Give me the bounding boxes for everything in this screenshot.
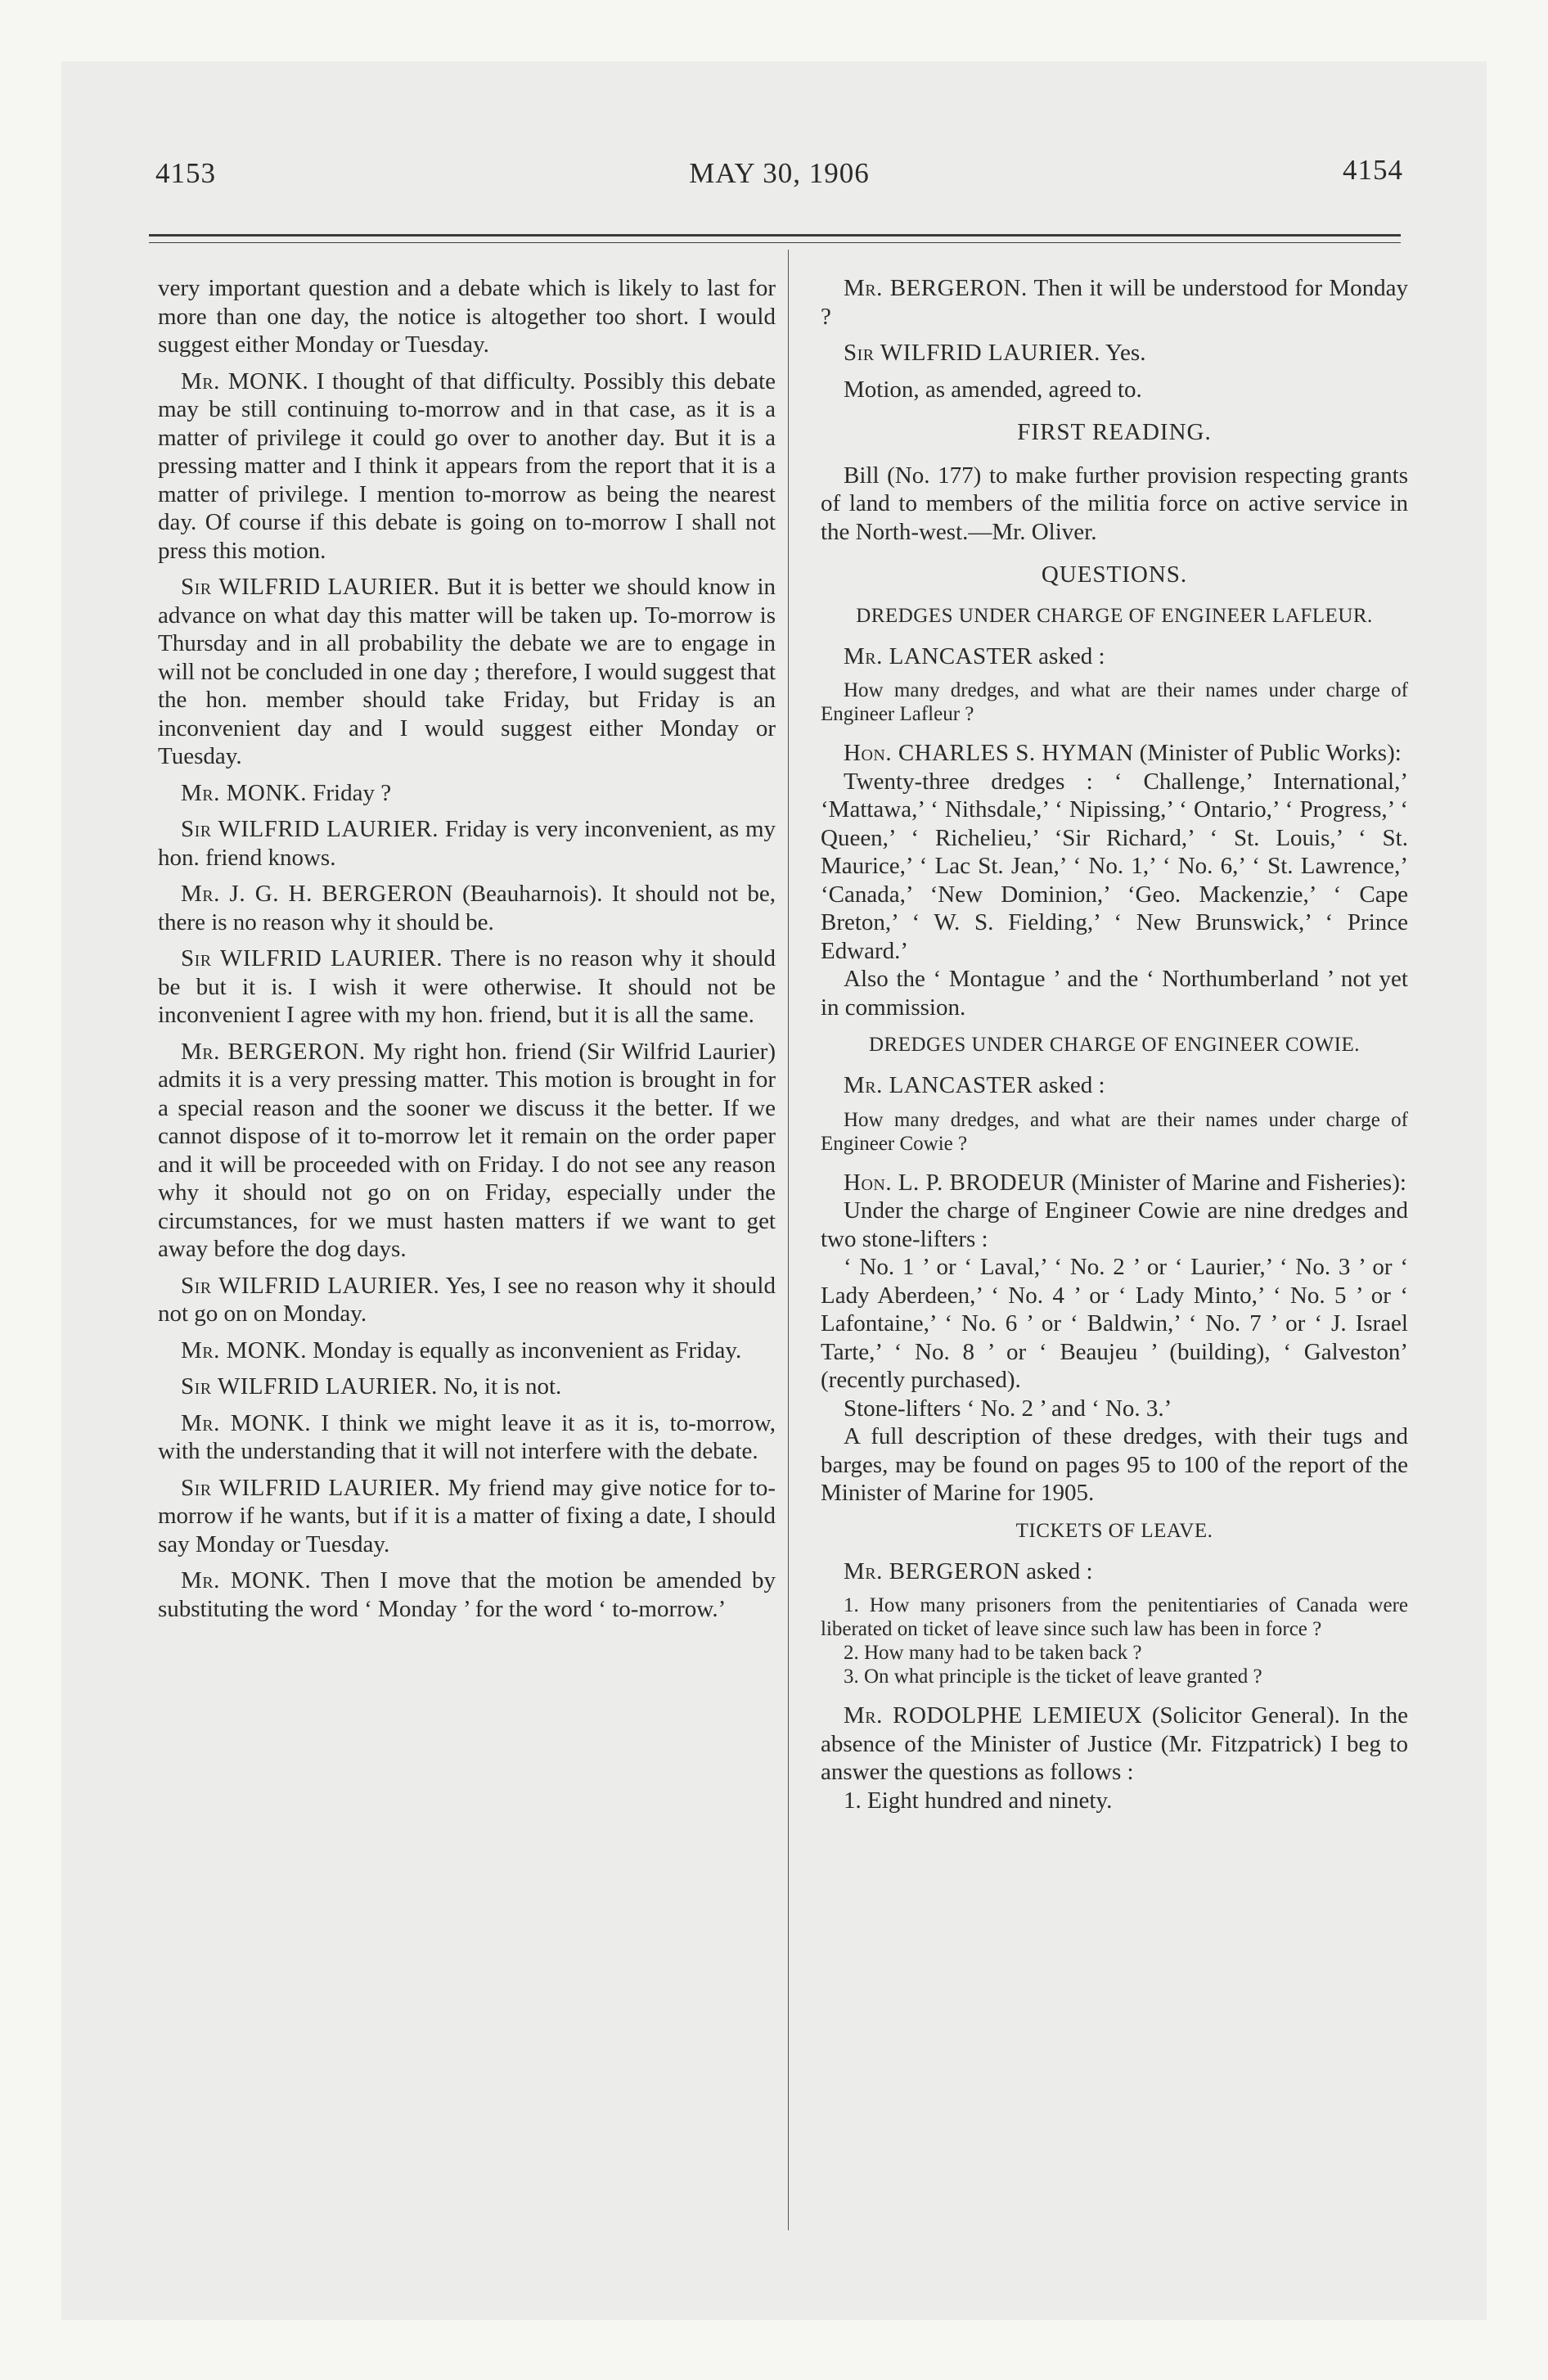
question-subheading-cowie: DREDGES UNDER CHARGE OF ENGINEER COWIE. (868, 1034, 1361, 1056)
speech-text: Yes, I see no reason why it should not go on on Monday. (158, 1272, 776, 1327)
speaker-name: Hon. L. P. BRODEUR (844, 1169, 1066, 1196)
speaker-name: Mr. BERGERON. (181, 1038, 366, 1065)
question-item: 3. On what principle is the ticket of leave granted ? (844, 1666, 1262, 1688)
header-rule-thin (149, 242, 1401, 243)
speech-text: Friday is very inconvenient, as my hon. friend knows. (158, 816, 776, 871)
question-asker (821, 1071, 1408, 1100)
asked-label: asked : (1026, 1557, 1093, 1584)
speech (158, 1474, 776, 1559)
speech (158, 1272, 776, 1328)
speech-text: My right hon. friend (Sir Wilfrid Laurier) admits it is a very pressing matter. This motion is brought in for a special reason and the sooner we discuss it the better. If we cannot dispose of it to-morrow let it remain on the order paper and it will be proceeded with on Friday. I do not see any reason why it should not go on on Friday, especially under the circumstances, for we must hasten matters if we want to get away before the dog days. (158, 1038, 776, 1262)
speech (158, 880, 776, 936)
answer-text: ‘ No. 1 ’ or ‘ Laval,’ ‘ No. 2 ’ or ‘ Laurier,’ ‘ No. 3 ’ or ‘ Lady Aberdeen,’ ‘ No. 4 ’ or ‘ Lady Minto,’ ‘ No. 5 ’ or ‘ Lafontaine,’ ‘ No. 6 ’ or ‘ Baldwin,’ ‘ No. 7 ’ or ‘ J. Israel Tarte,’ ‘ No. 8 ’ or ‘ Beaujeu ’ (building), ‘ Galveston’ (recently purchased). (821, 1254, 1408, 1393)
answer-text: 1. Eight hundred and ninety. (844, 1787, 1113, 1814)
speech (158, 815, 776, 872)
speaker-name: Mr. MONK. (181, 779, 307, 806)
question-asker (821, 1557, 1408, 1586)
speaker-name: Mr. MONK. (181, 367, 309, 394)
right-column (821, 274, 1408, 1823)
speaker-name: Mr. LANCASTER (844, 1072, 1033, 1098)
speech-text: Then I move that the motion be amended by substituting the word ‘ Monday ’ for the word ‘ to-morrow.’ (158, 1567, 776, 1622)
answer-intro: (Minister of Public Works): (1139, 740, 1402, 766)
speaker-name: Hon. CHARLES S. HYMAN (844, 740, 1134, 766)
speech (821, 274, 1408, 331)
speaker-name: Sir WILFRID LAURIER. (181, 1474, 441, 1501)
question-item: 1. How many prisoners from the penitentiaries of Canada were liberated on ticket of leave since such law has been in force ? (821, 1594, 1408, 1640)
question-subheading-tickets: TICKETS OF LEAVE. (1015, 1519, 1213, 1542)
header-rule-thick (149, 234, 1401, 237)
answer (821, 1169, 1408, 1197)
answer-text: Stone-lifters ‘ No. 2 ’ and ‘ No. 3.’ (844, 1395, 1172, 1422)
speech-text: I thought of that difficulty. Possibly this debate may be still continuing to-morrow and in that case, as it is a matter of privilege it could go over to another day. But it is a pressing matter and I think it appears from the report that it is a matter of privilege. I mention to-morrow as being the nearest day. Of course if this debate is going on to-morrow I shall not press this motion. (158, 367, 776, 564)
speech (158, 1566, 776, 1623)
speech-text: Then it will be understood for Monday ? (821, 275, 1408, 330)
page-date: MAY 30, 1906 (689, 157, 870, 189)
asked-label: asked : (1038, 642, 1105, 669)
speaker-name: Sir WILFRID LAURIER. (181, 945, 443, 971)
answer-text: A full description of these dredges, with their tugs and barges, may be found on pages 95 to 100 of the report of the Minister of Marine for 1905. (821, 1423, 1408, 1506)
speech-text: My friend may give notice for to-morrow if he wants, but if it is a matter of fixing a date, I should say Monday or Tuesday. (158, 1474, 776, 1557)
question-text: How many dredges, and what are their names under charge of Engineer Lafleur ? (821, 679, 1408, 725)
question-asker (821, 642, 1408, 671)
speech (158, 944, 776, 1030)
answer-intro: (Minister of Marine and Fisheries): (1071, 1169, 1406, 1196)
speaker-name: Mr. MONK. (181, 1409, 312, 1436)
speaker-name: Mr. BERGERON. (844, 275, 1028, 301)
speech (158, 367, 776, 566)
speech (158, 1409, 776, 1466)
speech-text: I think we might leave it as it is, to-morrow, with the understanding that it will not interfere with the debate. (158, 1409, 776, 1464)
speaker-name: Mr. LANCASTER (844, 642, 1033, 669)
speaker-name: Sir WILFRID LAURIER. (181, 1373, 438, 1400)
speech-text: There is no reason why it should be but it is. I wish it were otherwise. It should not be inconvenient I agree with my hon. friend, but it is all the same. (158, 945, 776, 1028)
speech (158, 779, 776, 808)
paragraph (158, 274, 776, 359)
question-list (821, 1593, 1408, 1688)
answer-text: Twenty-three dredges : ‘ Challenge,’ International,’ ‘Mattawa,’ ‘ Nithsdale,’ ‘ Nipissing,’ ‘ Ontario,’ ‘ Progress,’ ‘ Queen,’ ‘ Richelieu,’ ‘Sir Richard,’ ‘ St. Louis,’ ‘ St. Maurice,’ ‘ Lac St. Jean,’ ‘ No. 1,’ ‘ No. 6,’ ‘ St. Lawrence,’ ‘Canada,’ ‘New Dominion,’ ‘Geo. Mackenzie,’ ‘ Cape Breton,’ ‘ W. S. Fielding,’ ‘ New Brunswick,’ ‘ Prince Edward.’ (821, 768, 1408, 964)
speech-text: But it is better we should know in advance on what day this matter will be taken up. To-morrow is Thursday and in all probability the debate we are to engage in will not be concluded in one day ; therefore, I would suggest that the hon. member should take Friday, but Friday is an inconvenient day and I would suggest either Monday or Tuesday. (158, 574, 776, 769)
question-subheading-lafleur: DREDGES UNDER CHARGE OF ENGINEER LAFLEUR. (856, 604, 1373, 627)
speech (821, 339, 1408, 367)
motion-result: Motion, as amended, agreed to. (844, 376, 1142, 403)
asked-label: asked : (1038, 1072, 1105, 1098)
speaker-name: Mr. BERGERON (844, 1557, 1020, 1584)
bill-entry: Bill (No. 177) to make further provision respecting grants of land to members of the militia force on active service in the North-west.—Mr. Oliver. (821, 462, 1408, 545)
running-header (155, 154, 1403, 206)
speaker-name: Mr. J. G. H. BERGERON (181, 881, 453, 907)
question-item: 2. How many had to be taken back ? (844, 1642, 1142, 1664)
answer-intro: (Solicitor General). In the absence of the Minister of Justice (Mr. Fitzpatrick) I beg to answer the questions as follows : (821, 1702, 1408, 1785)
speaker-name: Mr. RODOLPHE LEMIEUX (844, 1702, 1143, 1729)
speech-text: No, it is not. (443, 1373, 562, 1400)
speaker-name: Sir WILFRID LAURIER. (181, 574, 440, 600)
speech-text: Yes. (1105, 340, 1146, 366)
speech-text: (Beauharnois). It should not be, there is no reason why it should be. (158, 881, 776, 935)
paragraph-text: very important question and a debate which is likely to last for more than one day, the notice is altogether too short. I would suggest either Monday or Tuesday. (158, 275, 776, 358)
speech-text: Friday ? (313, 779, 392, 806)
answer (821, 1702, 1408, 1787)
column-divider (788, 250, 789, 2230)
speaker-name: Mr. MONK. (181, 1336, 307, 1364)
speaker-name: Sir WILFRID LAURIER. (181, 1272, 440, 1299)
speech-text: Monday is equally as inconvenient as Friday. (313, 1336, 742, 1364)
left-column (158, 274, 776, 1631)
page-number-left: 4153 (155, 157, 216, 189)
speech (158, 1336, 776, 1365)
section-heading-questions: QUESTIONS. (1041, 561, 1188, 588)
speech (158, 1373, 776, 1401)
speaker-name: Mr. MONK. (181, 1567, 312, 1593)
question-text: How many dredges, and what are their names under charge of Engineer Cowie ? (821, 1108, 1408, 1155)
speaker-name: Sir WILFRID LAURIER. (844, 340, 1100, 366)
speaker-name: Sir WILFRID LAURIER. (181, 816, 439, 842)
speech (158, 1038, 776, 1264)
section-heading-first-reading: FIRST READING. (1017, 419, 1212, 445)
speech (158, 573, 776, 771)
answer (821, 739, 1408, 768)
page-number-right: 4154 (1343, 154, 1403, 186)
answer-text: Under the charge of Engineer Cowie are nine dredges and two stone-lifters : (821, 1197, 1408, 1252)
answer-text: Also the ‘ Montague ’ and the ‘ Northumberland ’ not yet in commission. (821, 966, 1408, 1021)
